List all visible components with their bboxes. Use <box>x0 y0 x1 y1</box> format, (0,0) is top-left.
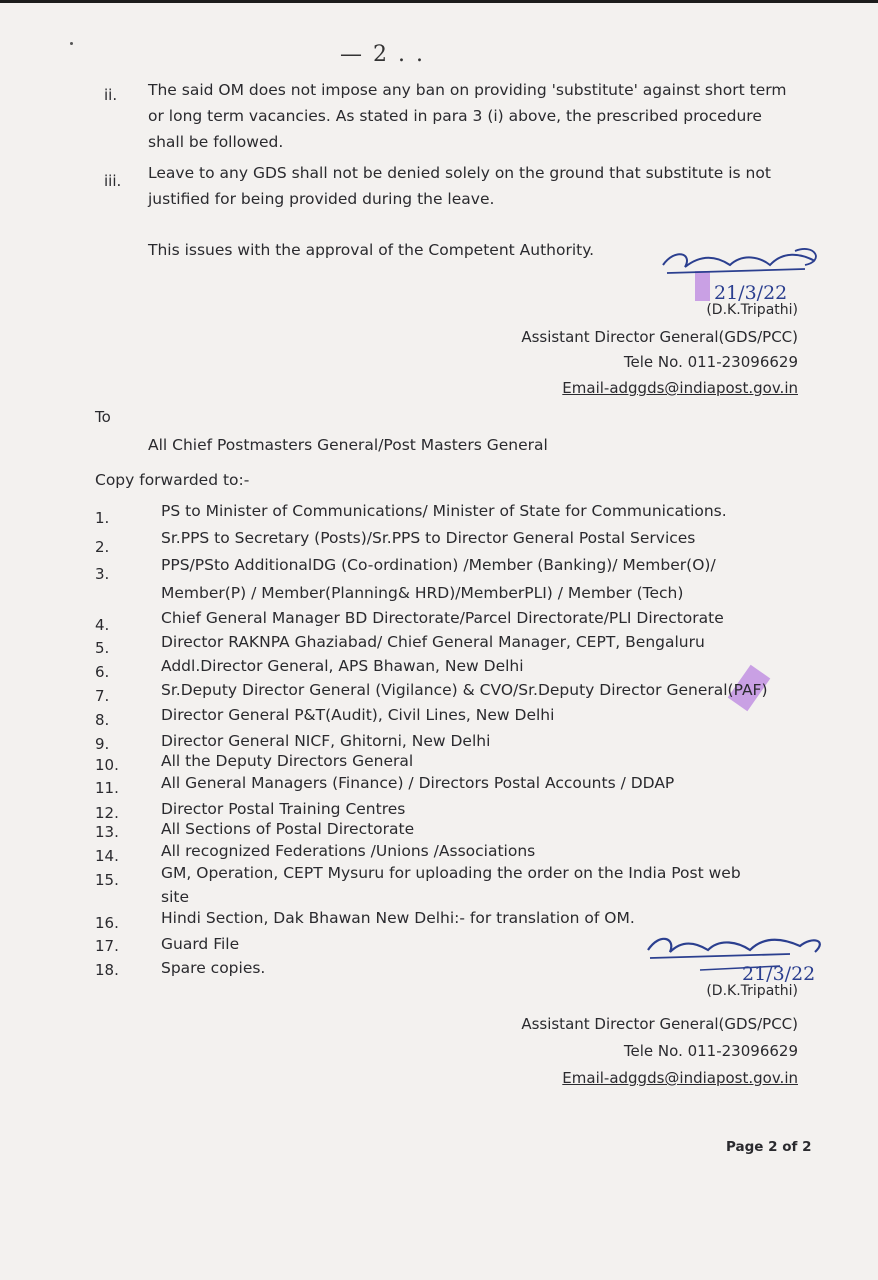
list-item: PPS/PSto AdditionalDG (Co-ordination) /Member (Banking)/ Member(O)/ <box>161 556 716 574</box>
list-number: 5. <box>95 639 110 657</box>
signatory-designation-1: Assistant Director General(GDS/PCC) <box>521 328 798 346</box>
list-item: Director General NICF, Ghitorni, New Delhi <box>161 732 491 750</box>
signatory-designation-2: Assistant Director General(GDS/PCC) <box>521 1015 798 1033</box>
copy-forwarded-label: Copy forwarded to:- <box>95 471 250 489</box>
list-number: 18. <box>95 961 119 979</box>
signatory-email-1: Email-adggds@indiapost.gov.in <box>562 379 798 397</box>
point-number: ii. <box>104 86 118 104</box>
list-item: All General Managers (Finance) / Directors Postal Accounts / DDAP <box>161 774 675 792</box>
list-number: 16. <box>95 914 119 932</box>
signatory-phone-2: Tele No. 011-23096629 <box>623 1042 798 1060</box>
scan-top-edge <box>0 0 878 3</box>
list-item: Sr.PPS to Secretary (Posts)/Sr.PPS to Director General Postal Services <box>161 529 696 547</box>
list-item: Director Postal Training Centres <box>161 800 406 818</box>
list-item: GM, Operation, CEPT Mysuru for uploading the order on the India Post web <box>161 864 741 882</box>
handwritten-date-1: 21/3/22 <box>714 282 788 304</box>
list-item-continued: site <box>161 888 189 906</box>
list-number: 10. <box>95 756 119 774</box>
point-text: Leave to any GDS shall not be denied solely on the ground that substitute is not justified for being provided during the leave. <box>148 164 771 208</box>
page-number: Page 2 of 2 <box>726 1139 812 1155</box>
list-item: All the Deputy Directors General <box>161 752 414 770</box>
list-item: Hindi Section, Dak Bhawan New Delhi:- for translation of OM. <box>161 909 635 927</box>
list-item: Director General P&T(Audit), Civil Lines, New Delhi <box>161 706 555 724</box>
list-item: All recognized Federations /Unions /Associations <box>161 842 536 860</box>
list-number: 8. <box>95 711 110 729</box>
handwritten-date-2: 21/3/22 <box>742 963 816 985</box>
list-number: 14. <box>95 847 119 865</box>
approval-statement: This issues with the approval of the Competent Authority. <box>148 241 595 259</box>
list-number: 9. <box>95 735 110 753</box>
list-item: Director RAKNPA Ghaziabad/ Chief General Manager, CEPT, Bengaluru <box>161 633 705 651</box>
scan-speck <box>70 42 73 45</box>
list-number: 6. <box>95 663 110 681</box>
signatory-name-2: (D.K.Tripathi) <box>706 983 798 999</box>
list-number: 17. <box>95 937 119 955</box>
list-item: All Sections of Postal Directorate <box>161 820 415 838</box>
recipient: All Chief Postmasters General/Post Masters General <box>148 436 548 454</box>
point-text: The said OM does not impose any ban on providing 'substitute' against short term or long term vacancies. As stated in para 3 (i) above, the prescribed procedure shall be followed. <box>148 81 787 151</box>
list-item-continued: Member(P) / Member(Planning& HRD)/MemberPLI) / Member (Tech) <box>161 584 684 602</box>
list-item: Addl.Director General, APS Bhawan, New Delhi <box>161 657 524 675</box>
list-item: Sr.Deputy Director General (Vigilance) & CVO/Sr.Deputy Director General(PAF) <box>161 681 768 699</box>
signatory-phone-1: Tele No. 011-23096629 <box>623 353 798 371</box>
handwritten-page-mark: — 2 . . <box>340 42 425 67</box>
point-number: iii. <box>104 172 122 190</box>
list-number: 1. <box>95 509 110 527</box>
list-number: 13. <box>95 823 119 841</box>
list-number: 7. <box>95 687 110 705</box>
list-number: 12. <box>95 804 119 822</box>
list-number: 3. <box>95 565 110 583</box>
list-number: 11. <box>95 779 119 797</box>
to-label: To <box>95 408 111 426</box>
list-number: 2. <box>95 538 110 556</box>
list-number: 4. <box>95 616 110 634</box>
signatory-email-2: Email-adggds@indiapost.gov.in <box>562 1069 798 1087</box>
signatory-name-1: (D.K.Tripathi) <box>706 302 798 318</box>
list-item: Guard File <box>161 935 240 953</box>
list-item: PS to Minister of Communications/ Minister of State for Communications. <box>161 502 727 520</box>
list-item: Chief General Manager BD Directorate/Parcel Directorate/PLI Directorate <box>161 609 724 627</box>
list-item: Spare copies. <box>161 959 266 977</box>
list-number: 15. <box>95 871 119 889</box>
